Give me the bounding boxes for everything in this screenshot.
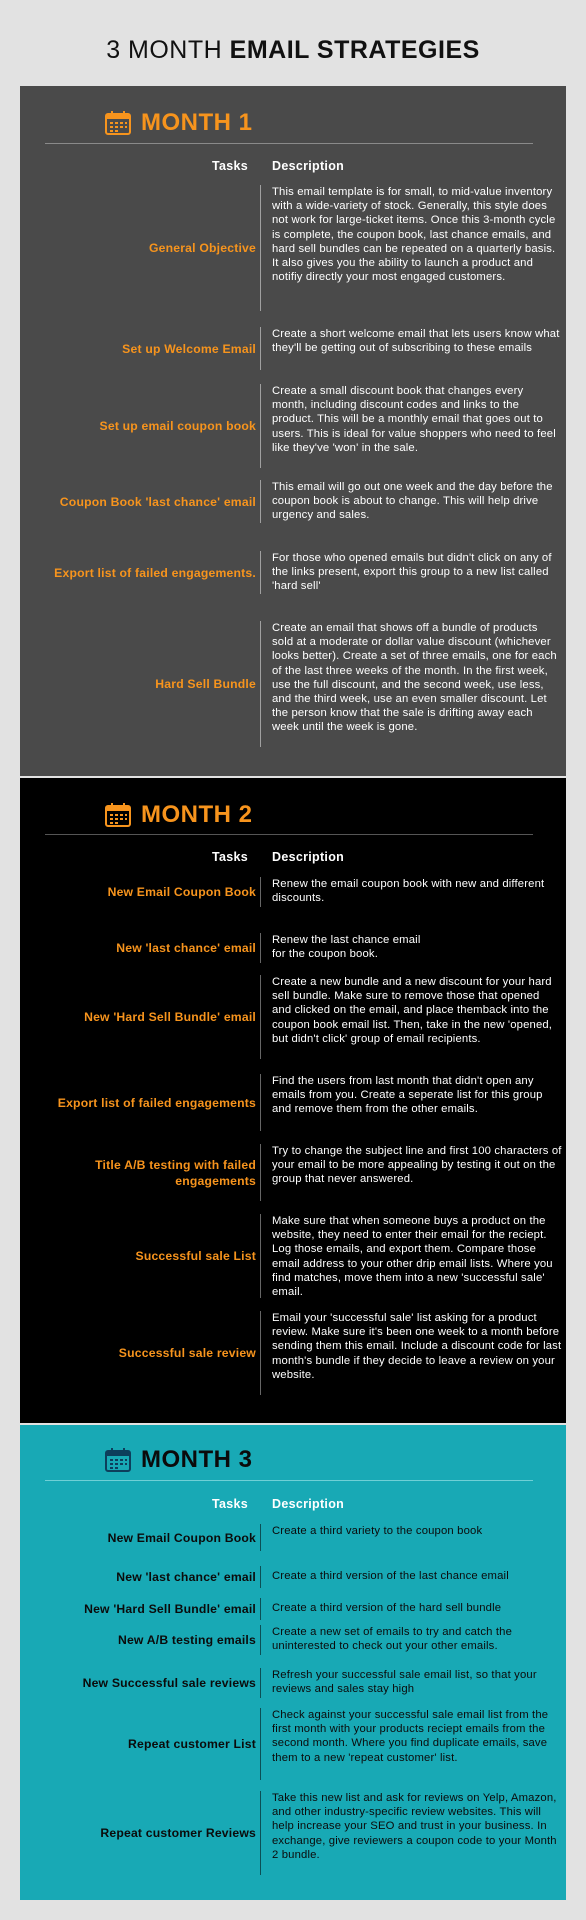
month-2-header bbox=[105, 801, 253, 829]
task-label: Set up Welcome Email bbox=[122, 341, 256, 356]
task-description: Take this new list and ask for reviews on Yelp, Amazon, and other industry-specific review websites. This will help increase your SEO and trust in your business. In exchange, give reviewers a coupon code to your Month 2 bundle. bbox=[272, 1792, 557, 1861]
table-row bbox=[20, 185, 566, 311]
table-row bbox=[20, 327, 566, 370]
task-label: New 'last chance' email bbox=[116, 1570, 256, 1584]
table-row bbox=[20, 1598, 566, 1620]
row-divider bbox=[260, 621, 261, 747]
task-description: Create a new set of emails to try and catch the uninterested to check out your other emails. bbox=[272, 1626, 513, 1653]
description-column-header: Description bbox=[272, 1497, 345, 1511]
month-2-panel bbox=[20, 778, 566, 1423]
task-label: General Objective bbox=[148, 241, 256, 255]
table-row bbox=[20, 975, 566, 1059]
table-row bbox=[20, 1524, 566, 1551]
table-row bbox=[20, 1566, 566, 1588]
table-row bbox=[20, 1311, 566, 1395]
task-label: New 'Hard Sell Bundle' email bbox=[84, 1602, 256, 1616]
page-title-light: 3 MONTH bbox=[106, 36, 223, 64]
task-label: Title A/B testing with failed engagements bbox=[95, 1157, 256, 1188]
task-label: Export list of failed engagements bbox=[57, 1095, 256, 1110]
task-label: New Email Coupon Book bbox=[107, 885, 256, 899]
row-divider bbox=[260, 1625, 261, 1655]
month-1-title: MONTH 1 bbox=[141, 109, 253, 136]
page-title bbox=[0, 0, 586, 86]
task-label: Successful sale review bbox=[118, 1346, 256, 1360]
table-row bbox=[20, 384, 566, 468]
row-divider bbox=[260, 1668, 261, 1698]
row-divider bbox=[260, 185, 261, 311]
tasks-column-header: Tasks bbox=[211, 159, 248, 173]
task-description: Create a third version of the last chance email bbox=[272, 1570, 509, 1582]
table-row bbox=[20, 877, 566, 907]
row-divider bbox=[260, 384, 261, 468]
task-label: Repeat customer Reviews bbox=[100, 1826, 256, 1840]
row-divider bbox=[260, 877, 261, 907]
tasks-column-header: Tasks bbox=[211, 850, 248, 864]
row-divider bbox=[260, 933, 261, 963]
task-description: Email your 'successful sale' list asking for a product review. Make sure it's been one week to a month before sending them this email. Include a discount code for last month's bundle if they decide to leave a review on your website. bbox=[272, 1312, 562, 1381]
row-divider bbox=[260, 1144, 261, 1201]
task-description: Find the users from last month that didn't open any emails from you. Create a seperate list for this group and remove them from the other emails. bbox=[272, 1075, 543, 1116]
table-row bbox=[20, 1214, 566, 1298]
task-label: Successful sale List bbox=[135, 1249, 256, 1263]
calendar-icon bbox=[105, 803, 131, 827]
task-description: Create an email that shows off a bundle of products sold at a moderate or dollar value discount (whichever looks better). Create a set of three emails, one for each of the last three weeks of the month. In the first week, use the full discount, and the second week, use less, and the third week, use an even smaller discount. Let the person know that the sale is drifting away each week until the week is gone. bbox=[272, 622, 557, 734]
task-label: Export list of failed engagements. bbox=[54, 565, 256, 580]
month-3-header bbox=[105, 1446, 253, 1474]
month-1-panel bbox=[20, 86, 566, 776]
table-row bbox=[20, 621, 566, 747]
table-row bbox=[20, 933, 566, 963]
table-row bbox=[20, 1625, 566, 1655]
task-label: New 'last chance' email bbox=[116, 941, 256, 955]
task-description: This email template is for small, to mid-value inventory with a wide-variety of stock. Generally, this style does not work for large-ticket items. Once this 3-month cycle is complete, the coupon book, last chance emails, and hard sell bundles can be repeated on a quarterly basis. It also gives you the ability to launch a product and notifiy directly your most engaged customers. bbox=[272, 186, 556, 284]
month-3-panel bbox=[20, 1425, 566, 1900]
table-row bbox=[20, 480, 566, 523]
table-row bbox=[20, 551, 566, 594]
month-2-title: MONTH 2 bbox=[141, 801, 253, 828]
task-label: New 'Hard Sell Bundle' email bbox=[84, 1010, 256, 1024]
row-divider bbox=[260, 551, 261, 594]
task-label: Hard Sell Bundle bbox=[155, 677, 256, 691]
row-divider bbox=[260, 1566, 261, 1588]
task-description: Refresh your successful sale email list, so that your reviews and sales stay high bbox=[272, 1669, 537, 1696]
table-row bbox=[20, 1708, 566, 1780]
divider bbox=[45, 1480, 533, 1481]
row-divider bbox=[260, 1214, 261, 1298]
month-3-title: MONTH 3 bbox=[141, 1446, 253, 1473]
task-description: For those who opened emails but didn't click on any of the links present, export this group to a new list called 'hard sell' bbox=[272, 552, 552, 593]
row-divider bbox=[260, 1074, 261, 1131]
table-row bbox=[20, 1791, 566, 1875]
task-label: Coupon Book 'last chance' email bbox=[59, 494, 256, 509]
task-description: Create a new bundle and a new discount for your hard sell bundle. Make sure to remove those that opened and clicked on the email, and place themback into the coupon book email list. Then, take in the new 'opened, but didn't click' group of email recipients. bbox=[272, 976, 553, 1045]
task-description: Check against your successful sale email list from the first month with your products reciept emails from the second month. Where you find duplicate emails, save them to a new 'repeat customer' list. bbox=[272, 1709, 549, 1764]
table-row bbox=[20, 1668, 566, 1698]
description-column-header: Description bbox=[272, 159, 345, 173]
task-description: Renew the last chance email for the coupon book. bbox=[272, 934, 421, 961]
task-description: Create a third variety to the coupon book bbox=[272, 1525, 483, 1537]
page-title-bold: EMAIL STRATEGIES bbox=[229, 36, 480, 64]
task-label: New Successful sale reviews bbox=[82, 1676, 256, 1690]
row-divider bbox=[260, 1524, 261, 1551]
task-description: Create a small discount book that changes every month, including discount codes and links to the product. This will be a monthly email that goes out to users. This is ideal for value shoppers who need to feel like they've 'won' in the sale. bbox=[272, 385, 556, 454]
task-description: Create a third version of the hard sell bundle bbox=[272, 1602, 502, 1614]
row-divider bbox=[260, 1708, 261, 1780]
row-divider bbox=[260, 975, 261, 1059]
tasks-column-header: Tasks bbox=[211, 1497, 248, 1511]
table-row bbox=[20, 1144, 566, 1201]
task-description: Create a short welcome email that lets users know what they'll be getting out of subscribing to these emails bbox=[272, 328, 560, 355]
divider bbox=[45, 143, 533, 144]
task-label: New Email Coupon Book bbox=[107, 1530, 256, 1545]
calendar-icon bbox=[105, 1448, 131, 1472]
task-description: Try to change the subject line and first 100 characters of your email to be more appealing by testing it out on the group that never answered. bbox=[272, 1145, 562, 1186]
table-row bbox=[20, 1074, 566, 1131]
row-divider bbox=[260, 1791, 261, 1875]
task-label: New A/B testing emails bbox=[117, 1633, 256, 1647]
task-description: Renew the email coupon book with new and different discounts. bbox=[272, 878, 545, 905]
divider bbox=[45, 834, 533, 835]
description-column-header: Description bbox=[272, 850, 345, 864]
calendar-icon bbox=[105, 111, 131, 135]
task-description: This email will go out one week and the day before the coupon book is about to change. This will help drive urgency and sales. bbox=[272, 481, 553, 522]
month-1-header bbox=[105, 109, 253, 137]
task-description: Make sure that when someone buys a product on the website, they need to enter their email for the reciept. Log those emails, and export them. Compare those email address to your other drip email lists. Where you find matches, move them into a new 'successful sale' email. bbox=[272, 1215, 553, 1299]
row-divider bbox=[260, 480, 261, 523]
row-divider bbox=[260, 1598, 261, 1620]
task-label: Repeat customer List bbox=[128, 1737, 256, 1751]
task-label: Set up email coupon book bbox=[99, 419, 256, 433]
row-divider bbox=[260, 1311, 261, 1395]
row-divider bbox=[260, 327, 261, 370]
